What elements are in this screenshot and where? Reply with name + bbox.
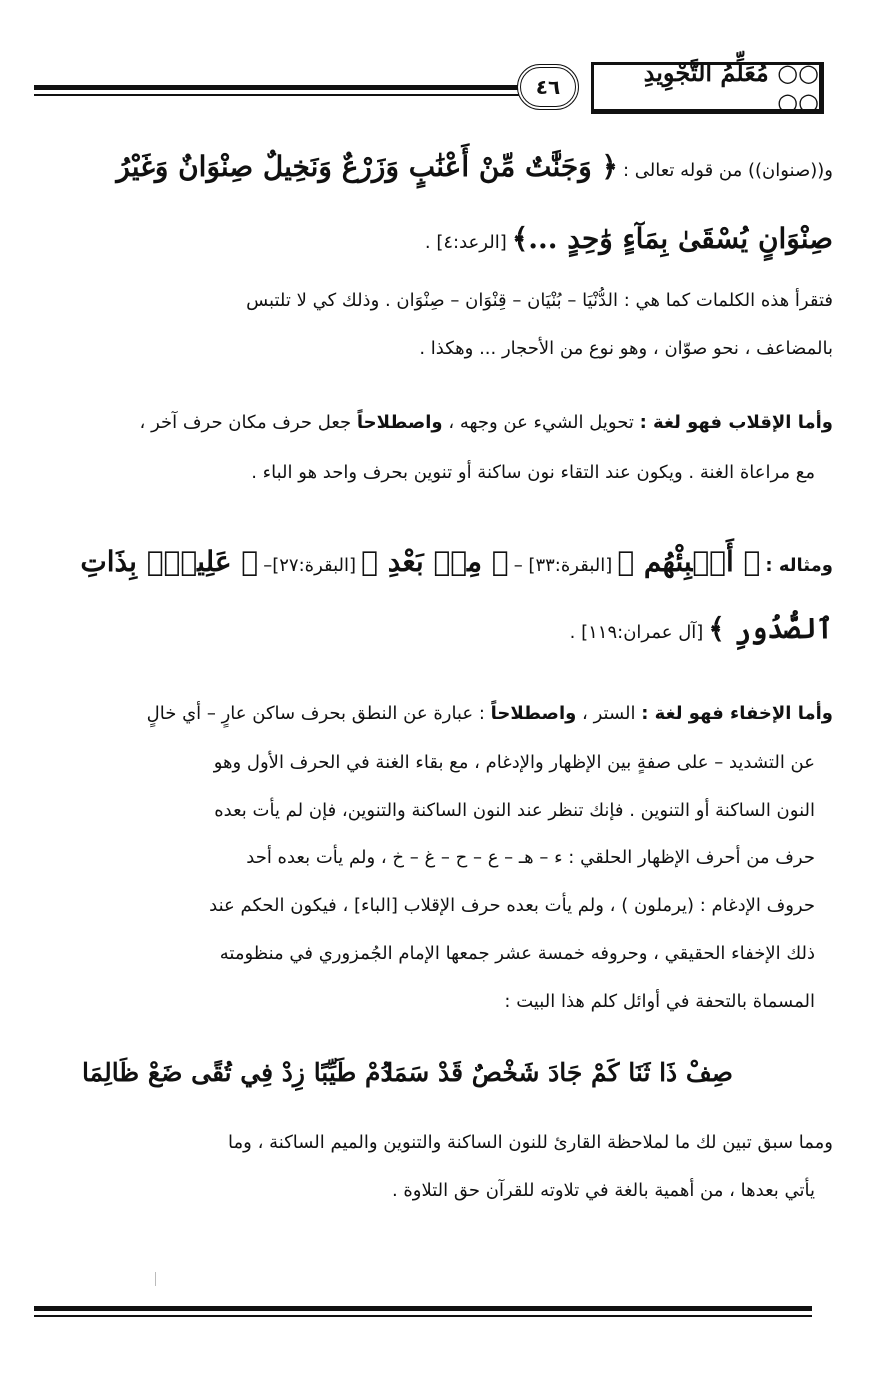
quran-verse-cont: صِنْوَانٍ يُسْقَىٰ بِمَآءٍ وَٰحِدٍ ...﴾: [511, 222, 833, 255]
verse-intro: و((صنوان)) من قوله تعالى :: [622, 160, 833, 181]
example-word: ﴿ أَنۢبِئْهُم ﴾: [617, 545, 761, 578]
margin-mark: [155, 1272, 156, 1286]
paragraph-line: المسماة بالتحفة في أوائل كلم هذا البيت :: [504, 991, 815, 1012]
verse-line-1: [116, 150, 833, 183]
definition-text: الستر ،: [582, 703, 636, 724]
paragraph-line: فتقرأ هذه الكلمات كما هي : الدُّنْيَا – بُنْيَان – قِنْوَان – صِنْوَان . وذلك كي لا تلتبس: [246, 290, 833, 311]
example-reference: [البقرة:٣٣] –: [513, 555, 613, 576]
definition-text: : عبارة عن النطق بحرف ساكن عارٍ – أي خالٍ: [146, 703, 485, 724]
header-rule-thin: [34, 94, 522, 96]
paragraph-line: مع مراعاة الغنة . ويكون عند التقاء نون ساكنة أو تنوين بحرف واحد هو الباء .: [251, 462, 815, 483]
ikhfa-definition: [147, 703, 833, 724]
quran-verse: ﴿ وَجَنَّٰتٌ مِّنْ أَعْنَٰبٍ وَزَرْعٌ وَنَخِيلٌ صِنْوَانٌ وَغَيْرُ: [116, 150, 618, 183]
term-heading: وأما الإقلاب فهو لغة :: [639, 412, 833, 433]
paragraph-line: ومما سبق تبين لك ما لملاحظة القارئ للنون الساكنة والتنوين والميم الساكنة ، وما: [228, 1132, 833, 1153]
book-title: ○○ مُعَلِّمُ التَّجْوِيدِ ○○: [591, 62, 824, 114]
verse-line-2: [425, 222, 833, 255]
example-reference: [آل عمران:١١٩] .: [569, 622, 704, 643]
page-number: ٤٦: [517, 64, 579, 110]
paragraph-line: النون الساكنة أو التنوين . فإنك تنظر عند النون الساكنة والتنوين، فإن لم يأت بعده: [214, 800, 815, 821]
iqlab-definition: [140, 412, 833, 433]
definition-text: جعل حرف مكان حرف آخر ،: [139, 412, 352, 433]
paragraph-line: ذلك الإخفاء الحقيقي ، وحروفه خمسة عشر جمعها الإمام الجُمزوري في منظومته: [219, 943, 815, 964]
term-heading: وأما الإخفاء فهو لغة :: [641, 703, 833, 724]
term-subheading: واصطلاحاً: [490, 703, 577, 724]
example-word: ٱلصُّدُورِ ﴾: [708, 612, 833, 645]
example-reference: [البقرة:٢٧]–: [263, 555, 357, 576]
paragraph-line: عن التشديد – على صفةٍ بين الإظهار والإدغام ، مع بقاء الغنة في الحرف الأول وهو: [213, 752, 815, 773]
footer-rule: [34, 1306, 812, 1311]
paragraph-line: حروف الإدغام : (يرملون ) ، ولم يأت بعده حرف الإقلاب [الباء] ، فيكون الحكم عند: [209, 895, 815, 916]
examples-line-2: [570, 612, 833, 645]
paragraph-line: بالمضاعف ، نحو صوّان ، وهو نوع من الأحجار ... وهكذا .: [419, 338, 833, 359]
paragraph-line: حرف من أحرف الإظهار الحلقي : ء – هـ – ع – ح – غ – خ ، ولم يأت بعده أحد: [246, 847, 815, 868]
footer-rule-thin: [34, 1315, 812, 1317]
term-subheading: واصطلاحاً: [356, 412, 443, 433]
examples-heading: ومثاله :: [765, 555, 833, 576]
verse-reference: [الرعد:٤] .: [424, 232, 507, 253]
poem-hemistich-right: صِفْ ذَا ثَنَا كَمْ جَادَ شَخْصٌ قَدْ سَمَا: [386, 1058, 733, 1087]
poem-hemistich-left: دُمْ طَيِّبًا زِدْ فِي تُقًى ضَعْ ظَالِمَا: [82, 1058, 392, 1087]
definition-text: تحويل الشيء عن وجهه ،: [448, 412, 634, 433]
paragraph-line: يأتي بعدها ، من أهمية بالغة في تلاوته للقرآن حق التلاوة .: [391, 1180, 815, 1201]
examples-line-1: [80, 545, 833, 578]
header-rule: [34, 85, 522, 90]
example-word: ﴿ عَلِيمٌۢ بِذَاتِ: [80, 545, 259, 578]
page-header: [34, 52, 824, 122]
example-word: ﴿ مِنۢ بَعْدِ ﴾: [361, 545, 509, 578]
